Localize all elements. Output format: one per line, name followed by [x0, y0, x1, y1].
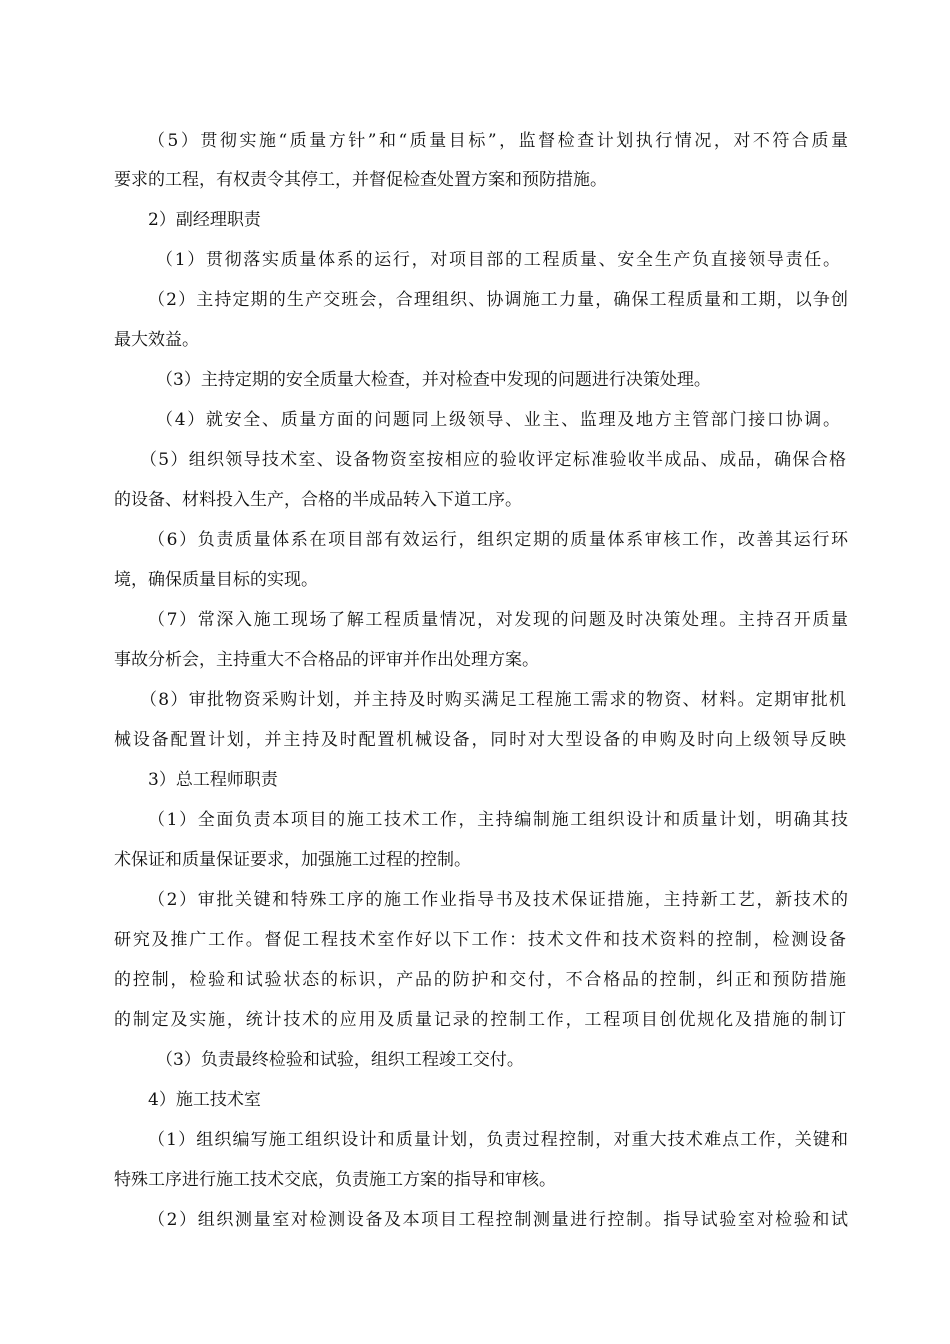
section-heading: 4）施工技术室 — [148, 1090, 261, 1110]
paragraph-line: （1）全面负责本项目的施工技术工作，主持编制施工组织设计和质量计划，明确其技 — [148, 810, 848, 830]
paragraph-line: 研究及推广工作。督促工程技术室作好以下工作：技术文件和技术资料的控制，检测设备 — [114, 930, 846, 950]
paragraph-line: 最大效益。 — [114, 330, 199, 350]
paragraph-line: （4）就安全、质量方面的问题同上级领导、业主、监理及地方主管部门接口协调。 — [156, 410, 840, 430]
paragraph-line: 要求的工程，有权责令其停工，并督促检查处置方案和预防措施。 — [114, 170, 607, 190]
paragraph-line: 械设备配置计划，并主持及时配置机械设备，同时对大型设备的申购及时向上级领导反映 — [114, 730, 846, 750]
paragraph-line: （3）负责最终检验和试验，组织工程竣工交付。 — [156, 1050, 524, 1070]
paragraph-line: 的控制，检验和试验状态的标识，产品的防护和交付，不合格品的控制，纠正和预防措施 — [114, 970, 846, 990]
paragraph-line: （7）常深入施工现场了解工程质量情况，对发现的问题及时决策处理。主持召开质量 — [148, 610, 848, 630]
paragraph-line: （5）贯彻实施“质量方针”和“质量目标”，监督检查计划执行情况，对不符合质量 — [148, 131, 848, 151]
paragraph-line: 术保证和质量保证要求，加强施工过程的控制。 — [114, 850, 471, 870]
paragraph-line: （2）组织测量室对检测设备及本项目工程控制测量进行控制。指导试验室对检验和试 — [148, 1210, 848, 1230]
paragraph-line: （1）贯彻落实质量体系的运行，对项目部的工程质量、安全生产负直接领导责任。 — [156, 250, 840, 270]
paragraph-line: 的制定及实施，统计技术的应用及质量记录的控制工作，工程项目创优规化及措施的制订 — [114, 1010, 846, 1030]
paragraph-line: （2）主持定期的生产交班会，合理组织、协调施工力量，确保工程质量和工期，以争创 — [148, 290, 848, 310]
section-heading: 2）副经理职责 — [148, 210, 261, 230]
paragraph-line: 的设备、材料投入生产，合格的半成品转入下道工序。 — [114, 490, 522, 510]
paragraph-line: （8）审批物资采购计划，并主持及时购买满足工程施工需求的物资、材料。定期审批机 — [140, 690, 846, 710]
paragraph-line: 境，确保质量目标的实现。 — [114, 570, 318, 590]
section-heading: 3）总工程师职责 — [148, 770, 278, 790]
paragraph-line: （5）组织领导技术室、设备物资室按相应的验收评定标准验收半成品、成品，确保合格 — [140, 450, 846, 470]
paragraph-line: （1）组织编写施工组织设计和质量计划，负责过程控制，对重大技术难点工作，关键和 — [148, 1130, 848, 1150]
paragraph-line: 事故分析会，主持重大不合格品的评审并作出处理方案。 — [114, 650, 539, 670]
paragraph-line: 特殊工序进行施工技术交底，负责施工方案的指导和审核。 — [114, 1170, 556, 1190]
paragraph-line: （2）审批关键和特殊工序的施工作业指导书及技术保证措施，主持新工艺，新技术的 — [148, 890, 848, 910]
paragraph-line: （6）负责质量体系在项目部有效运行，组织定期的质量体系审核工作，改善其运行环 — [148, 530, 848, 550]
paragraph-line: （3）主持定期的安全质量大检查，并对检查中发现的问题进行决策处理。 — [156, 370, 711, 390]
